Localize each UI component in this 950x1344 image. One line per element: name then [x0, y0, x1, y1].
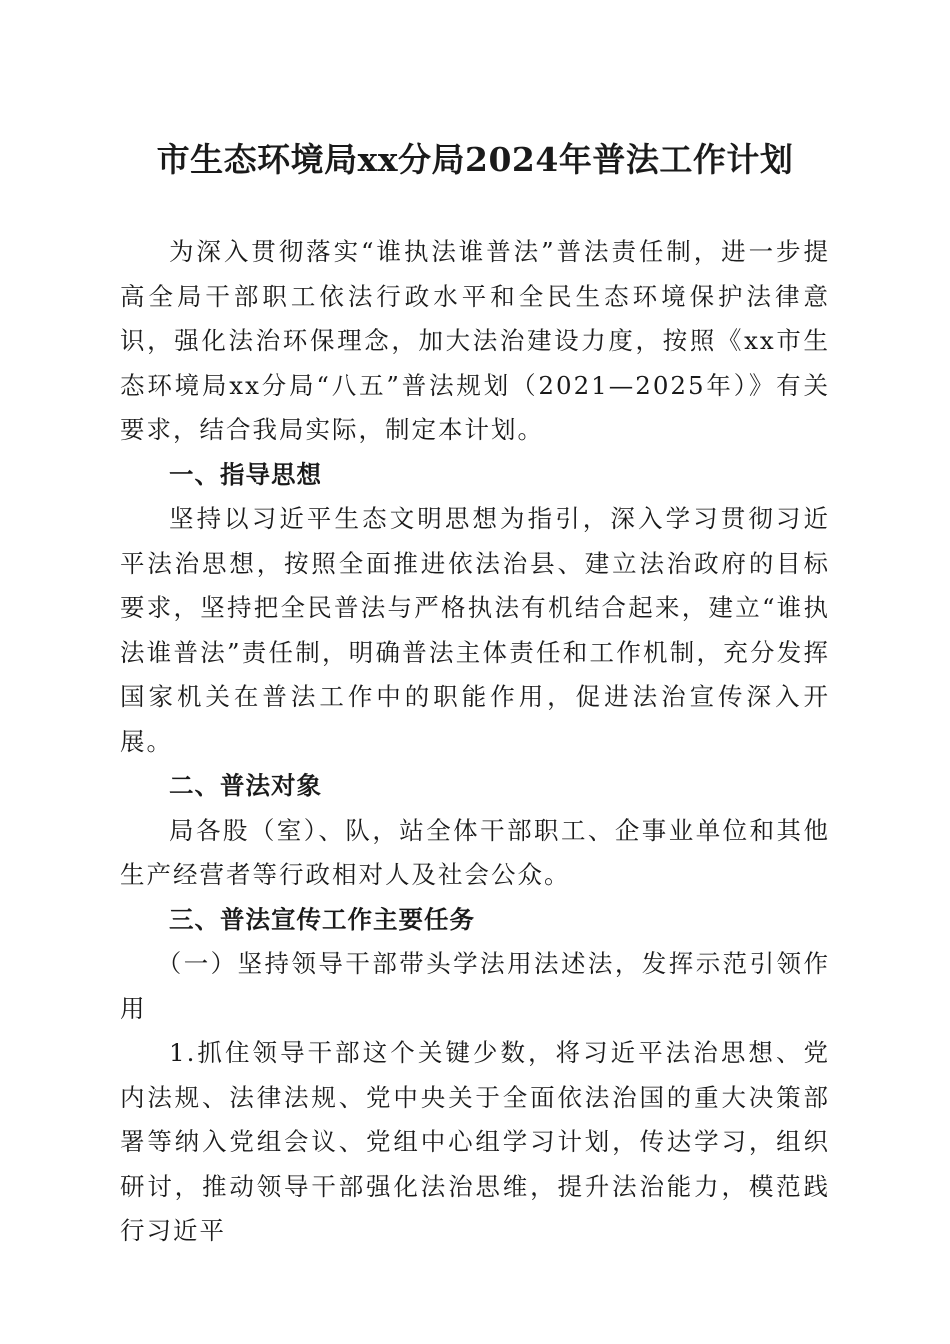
- body-paragraph: 坚持以习近平生态文明思想为指引，深入学习贯彻习近平法治思想，按照全面推进依法治县、建立法治政府的目标要求，坚持把全民普法与严格执法有机结合起来，建立“谁执法谁普法”责任制，明确普法主体责任和工作机制，充分发挥国家机关在普法工作中的职能作用，促进法治宣传深入开展。: [120, 504, 830, 756]
- document-body: [120, 230, 830, 1254]
- document-title: 市生态环境局xx分局2024年普法工作计划: [156, 140, 794, 179]
- intro-paragraph: 为深入贯彻落实“谁执法谁普法”普法责任制，进一步提高全局干部职工依法行政水平和全民生态环境保护法律意识，强化法治环保理念，加大法治建设力度，按照《xx市生态环境局xx分局“八五”普法规划（2021—2025年）》有关要求，结合我局实际，制定本计划。: [120, 237, 830, 444]
- body-paragraph: 1.抓住领导干部这个关键少数，将习近平法治思想、党内法规、法律法规、党中央关于全面依法治国的重大决策部署等纳入党组会议、党组中心组学习计划，传达学习，组织研讨，推动领导干部强化法治思维，提升法治能力，模范践行习近平: [120, 1038, 830, 1245]
- section-heading: 一、指导思想: [169, 459, 322, 489]
- subsection-heading: （一）坚持领导干部带头学法用法述法，发挥示范引领作用: [120, 949, 830, 1023]
- section-heading: 二、普法对象: [169, 771, 322, 800]
- section-heading: 三、普法宣传工作主要任务: [169, 904, 475, 934]
- body-paragraph: 局各股（室）、队，站全体干部职工、企事业单位和其他生产经营者等行政相对人及社会公众。: [120, 815, 830, 889]
